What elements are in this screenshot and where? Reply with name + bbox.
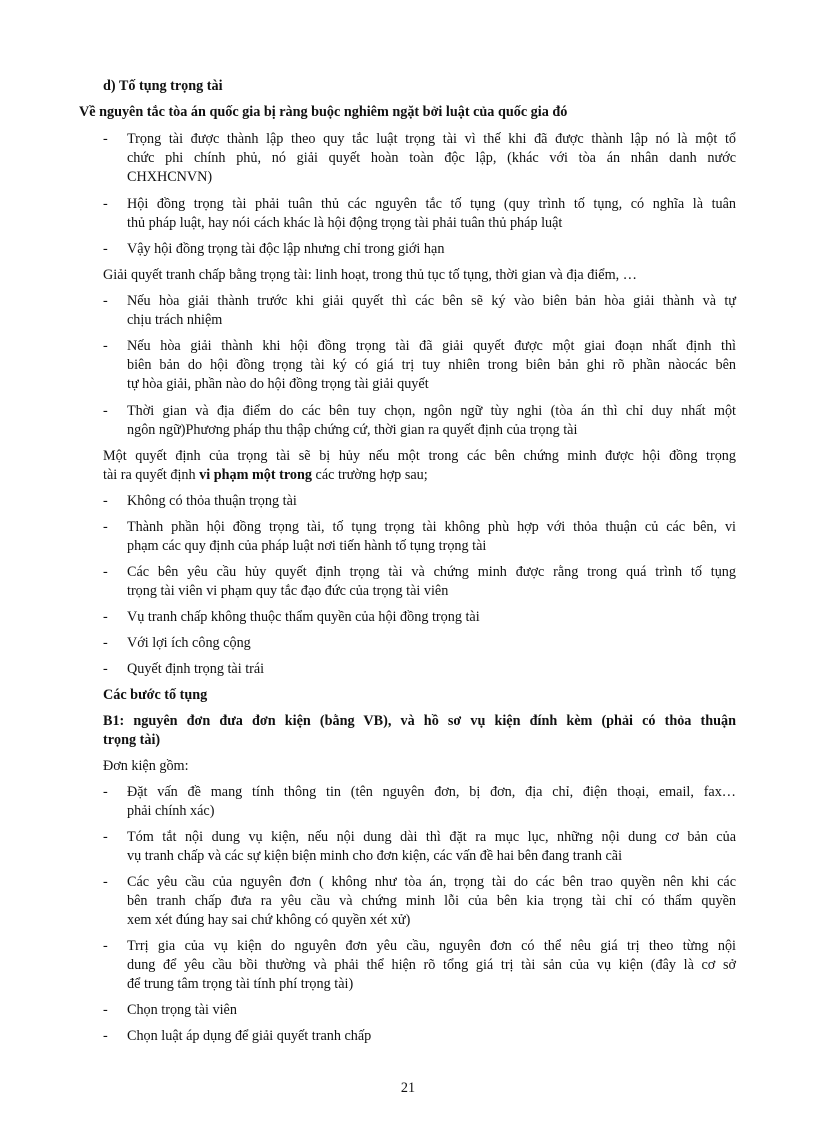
- bullet-line: vụ tranh chấp và các sự kiện biện minh cho đơn kiện, các vấn đề hai bên đang tranh cãi: [127, 848, 623, 864]
- heading-d: d) Tố tụng trọng tài: [103, 78, 223, 94]
- bullet-line: thủ pháp luật, hay nói cách khác là hội động trọng tài phải tuân thủ pháp luật: [127, 215, 563, 231]
- bullet-line: phải chính xác): [127, 803, 215, 819]
- bullet-dash: -: [103, 1028, 108, 1044]
- bullet-dash: -: [103, 661, 108, 677]
- bullet-line: Với lợi ích công cộng: [127, 635, 251, 651]
- bullet-line: CHXHCNVN): [127, 169, 213, 185]
- bullet-line: chức phi chính phủ, nó giải quyết hoàn toàn độc lập, (khác với tòa án nhân danh nước: [127, 150, 736, 166]
- step-b1-line: B1: nguyên đơn đưa đơn kiện (bằng VB), và hồ sơ vụ kiện đính kèm (phải có thỏa thuận: [103, 713, 736, 729]
- principle-heading: Về nguyên tắc tòa án quốc gia bị ràng buộc nghiêm ngặt bởi luật của quốc gia đó: [79, 104, 568, 120]
- bullet-dash: -: [103, 338, 108, 354]
- bullet-dash: -: [103, 564, 108, 580]
- paragraph: Giải quyết tranh chấp bằng trọng tài: linh hoạt, trong thủ tục tố tụng, thời gian và địa điểm, …: [103, 267, 637, 283]
- bullet-line: bên tranh chấp đưa ra yêu cầu và chứng minh lỗi của bên kia trọng tài chỉ có thẩm quyền: [127, 893, 736, 909]
- page-number: 21: [400, 1080, 416, 1096]
- bullet-dash: -: [103, 403, 108, 419]
- emphasis-text: vi phạm một trong: [199, 467, 312, 483]
- bullet-line: ngôn ngữ)Phương pháp thu thập chứng cứ, thời gian ra quyết định của trọng tài: [127, 422, 578, 438]
- bullet-line: chịu trách nhiệm: [127, 312, 223, 328]
- step-b1-line: trọng tài): [103, 732, 161, 748]
- bullet-line: Trọng tài được thành lập theo quy tắc luật trọng tài vì thế khi đã được thành lập nó là một tổ: [127, 131, 736, 147]
- text-run: các trường hợp sau;: [312, 467, 428, 483]
- bullet-line: Nếu hòa giải thành khi hội đồng trọng tài đã giải quyết được một giai đoạn nhất định thì: [127, 338, 736, 354]
- bullet-line: tự hòa giải, phần nào do hội đồng trọng tài giải quyết: [127, 376, 429, 392]
- bullet-dash: -: [103, 241, 108, 257]
- bullet-dash: -: [103, 131, 108, 147]
- bullet-line: Các yêu cầu của nguyên đơn ( không như tòa án, trọng tài do các bên trao quyền nên khi các: [127, 874, 736, 890]
- bullet-dash: -: [103, 784, 108, 800]
- paragraph: Đơn kiện gồm:: [103, 758, 189, 774]
- bullet-dash: -: [103, 1002, 108, 1018]
- bullet-line: Vậy hội đồng trọng tài độc lập nhưng chỉ trong giới hạn: [127, 241, 445, 257]
- bullet-line: dung để yêu cầu bồi thường và phải thể hiện rõ tổng giá trị tài sản của vụ kiện (đây là cơ sở: [127, 957, 736, 973]
- bullet-dash: -: [103, 609, 108, 625]
- bullet-line: Tóm tắt nội dung vụ kiện, nếu nội dung dài thì đặt ra mục lục, những nội dung cơ bản của: [127, 829, 736, 845]
- bullet-line: Thành phần hội đồng trọng tài, tố tụng trọng tài không phù hợp với thỏa thuận củ các bên, vi: [127, 519, 736, 535]
- bullet-line: biên bản do hội đồng trọng tài ký có giá trị tuy nhiên trong biên bản ghi rõ phần nàocác bên: [127, 357, 736, 373]
- bullet-dash: -: [103, 635, 108, 651]
- bullet-line: Trrị gia của vụ kiện do nguyên đơn yêu cầu, nguyên đơn có thể nêu giá trị theo từng nội: [127, 938, 736, 954]
- bullet-line: trọng tài viên vi phạm quy tắc đạo đức của trọng tài viên: [127, 583, 449, 599]
- bullet-dash: -: [103, 196, 108, 212]
- text-run: tài ra quyết định: [103, 467, 200, 483]
- paragraph-line: Một quyết định của trọng tài sẽ bị hủy nếu một trong các bên chứng minh được hội đồng trọng: [103, 448, 736, 464]
- bullet-line: để trung tâm trọng tài tính phí trọng tài): [127, 976, 354, 992]
- paragraph-line: [103, 466, 428, 484]
- bullet-line: Hội đồng trọng tài phải tuân thủ các nguyên tắc tố tụng (quy trình tố tụng, có nghĩa là tuân: [127, 196, 736, 212]
- bullet-line: Đặt vấn đề mang tính thông tin (tên nguyên đơn, bị đơn, địa chỉ, điện thoại, email, fax…: [127, 784, 736, 800]
- bullet-line: Chọn luật áp dụng để giải quyết tranh chấp: [127, 1028, 372, 1044]
- bullet-dash: -: [103, 293, 108, 309]
- bullet-dash: -: [103, 829, 108, 845]
- bullet-line: Các bên yêu cầu hủy quyết định trọng tài và chứng minh được rằng trong quá trình tố tụng: [127, 564, 736, 580]
- bullet-line: Nếu hòa giải thành trước khi giải quyết thì các bên sẽ ký vào biên bản hòa giải thành và tự: [127, 293, 736, 309]
- bullet-dash: -: [103, 938, 108, 954]
- bullet-line: xem xét đúng hay sai chứ không có quyền xét xử): [127, 912, 411, 928]
- bullet-line: phạm các quy định của pháp luật nơi tiến hành tố tụng trọng tài: [127, 538, 487, 554]
- bullet-dash: -: [103, 874, 108, 890]
- steps-heading: Các bước tố tụng: [103, 687, 208, 703]
- bullet-line: Chọn trọng tài viên: [127, 1002, 237, 1018]
- bullet-dash: -: [103, 493, 108, 509]
- bullet-line: Không có thỏa thuận trọng tài: [127, 493, 297, 509]
- bullet-line: Vụ tranh chấp không thuộc thẩm quyền của hội đồng trọng tài: [127, 609, 480, 625]
- bullet-line: Thời gian và địa điểm do các bên tuy chọn, ngôn ngữ tùy nghi (tòa án thì chỉ duy nhất một: [127, 403, 736, 419]
- bullet-line: Quyết định trọng tài trái: [127, 661, 265, 677]
- bullet-dash: -: [103, 519, 108, 535]
